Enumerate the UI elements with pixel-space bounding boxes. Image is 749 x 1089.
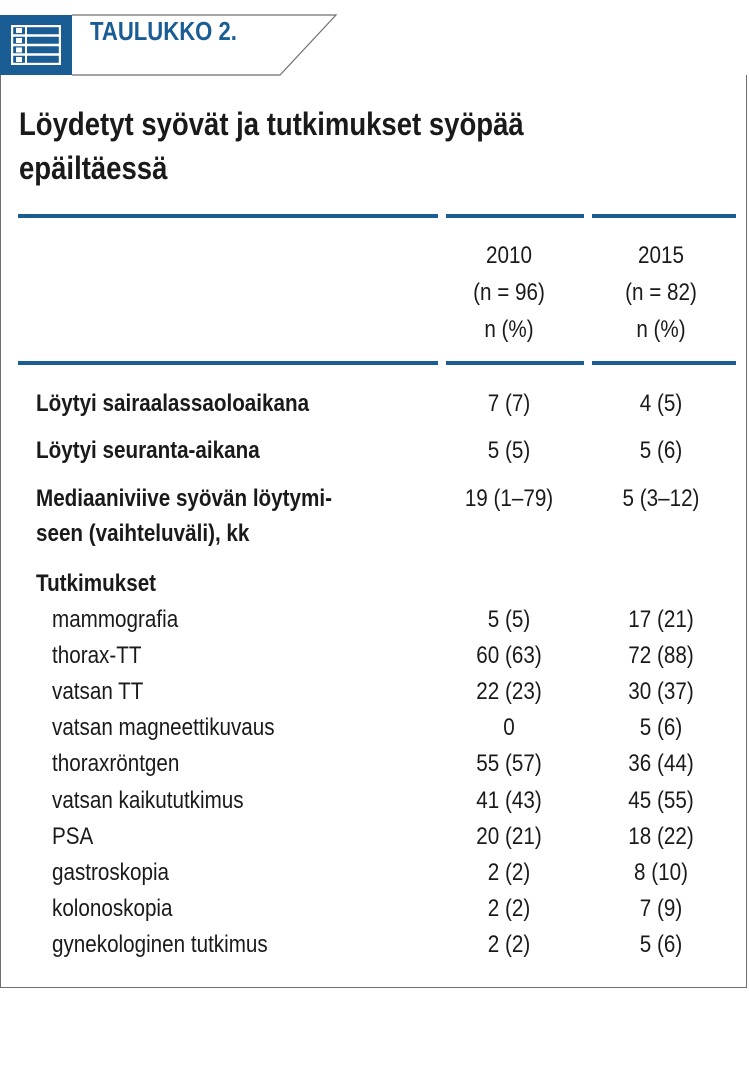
column-unit: n (%) [484,316,534,343]
table-badge [0,15,72,75]
cell-2010: 7 (7) [487,390,531,417]
column-header-2010 [440,237,578,348]
column-year: 2015 [638,242,684,269]
column-header-2015 [592,237,730,348]
cell-2010: 41 (43) [476,787,542,814]
cell-2010: 19 (1–79) [464,485,554,512]
table-row-label: vatsan magneettikuvaus [52,714,275,741]
cell-2010: 5 (5) [487,606,531,633]
cell-2015: 18 (22) [628,823,694,850]
row-label [36,481,332,551]
cell-2010: 0 [503,714,515,741]
cell-2015: 36 (44) [628,750,694,777]
cell-2015: 30 (37) [628,678,694,705]
row-label-line-2: seen (vaihteluväli), kk [36,520,250,547]
cell-2010: 22 (23) [476,678,542,705]
table-row-label: vatsan kaikututkimus [52,787,244,814]
table-row-label: gynekologinen tutkimus [52,931,268,958]
title-line-2: epäiltäessä [19,150,168,186]
table-row-label: PSA [52,823,94,850]
table-row-label: mammografia [52,606,179,633]
table-label: TAULUKKO 2. [90,16,237,46]
row-label: Löytyi seuranta-aikana [36,437,260,464]
cell-2015: 5 (6) [639,437,683,464]
cell-2015: 4 (5) [639,390,683,417]
cell-2010: 2 (2) [487,859,531,886]
table-list-icon [11,25,61,65]
header-rule-top [18,214,736,218]
cell-2010: 55 (57) [476,750,542,777]
table-title [19,102,621,190]
cell-2015: 5 (6) [639,714,683,741]
cell-2015: 72 (88) [628,642,694,669]
table-row-label: kolonoskopia [52,895,173,922]
cell-2015: 45 (55) [628,787,694,814]
table-row-label: thorax-TT [52,642,142,669]
column-year: 2010 [486,242,532,269]
column-unit: n (%) [636,316,686,343]
row-label-line-1: Mediaaniviive syövän löytymi- [36,485,332,512]
table-row-label: gastroskopia [52,859,170,886]
column-n: (n = 96) [473,279,545,306]
cell-2010: 20 (21) [476,823,542,850]
column-n: (n = 82) [625,279,697,306]
cell-2010: 60 (63) [476,642,542,669]
cell-2010: 2 (2) [487,895,531,922]
cell-2015: 17 (21) [628,606,694,633]
cell-2015: 7 (9) [639,895,683,922]
table-row-label: thoraxröntgen [52,750,180,777]
cell-2010: 2 (2) [487,931,531,958]
row-label: Löytyi sairaalassaoloaikana [36,390,310,417]
cell-2015: 5 (3–12) [622,485,700,512]
title-line-1: Löydetyt syövät ja tutkimukset syöpää [19,106,524,142]
cell-2015: 5 (6) [639,931,683,958]
section-heading: Tutkimukset [36,570,157,597]
cell-2015: 8 (10) [634,859,688,886]
table-row-label: vatsan TT [52,678,144,705]
header-rule-bottom [18,361,736,365]
cell-2010: 5 (5) [487,437,531,464]
